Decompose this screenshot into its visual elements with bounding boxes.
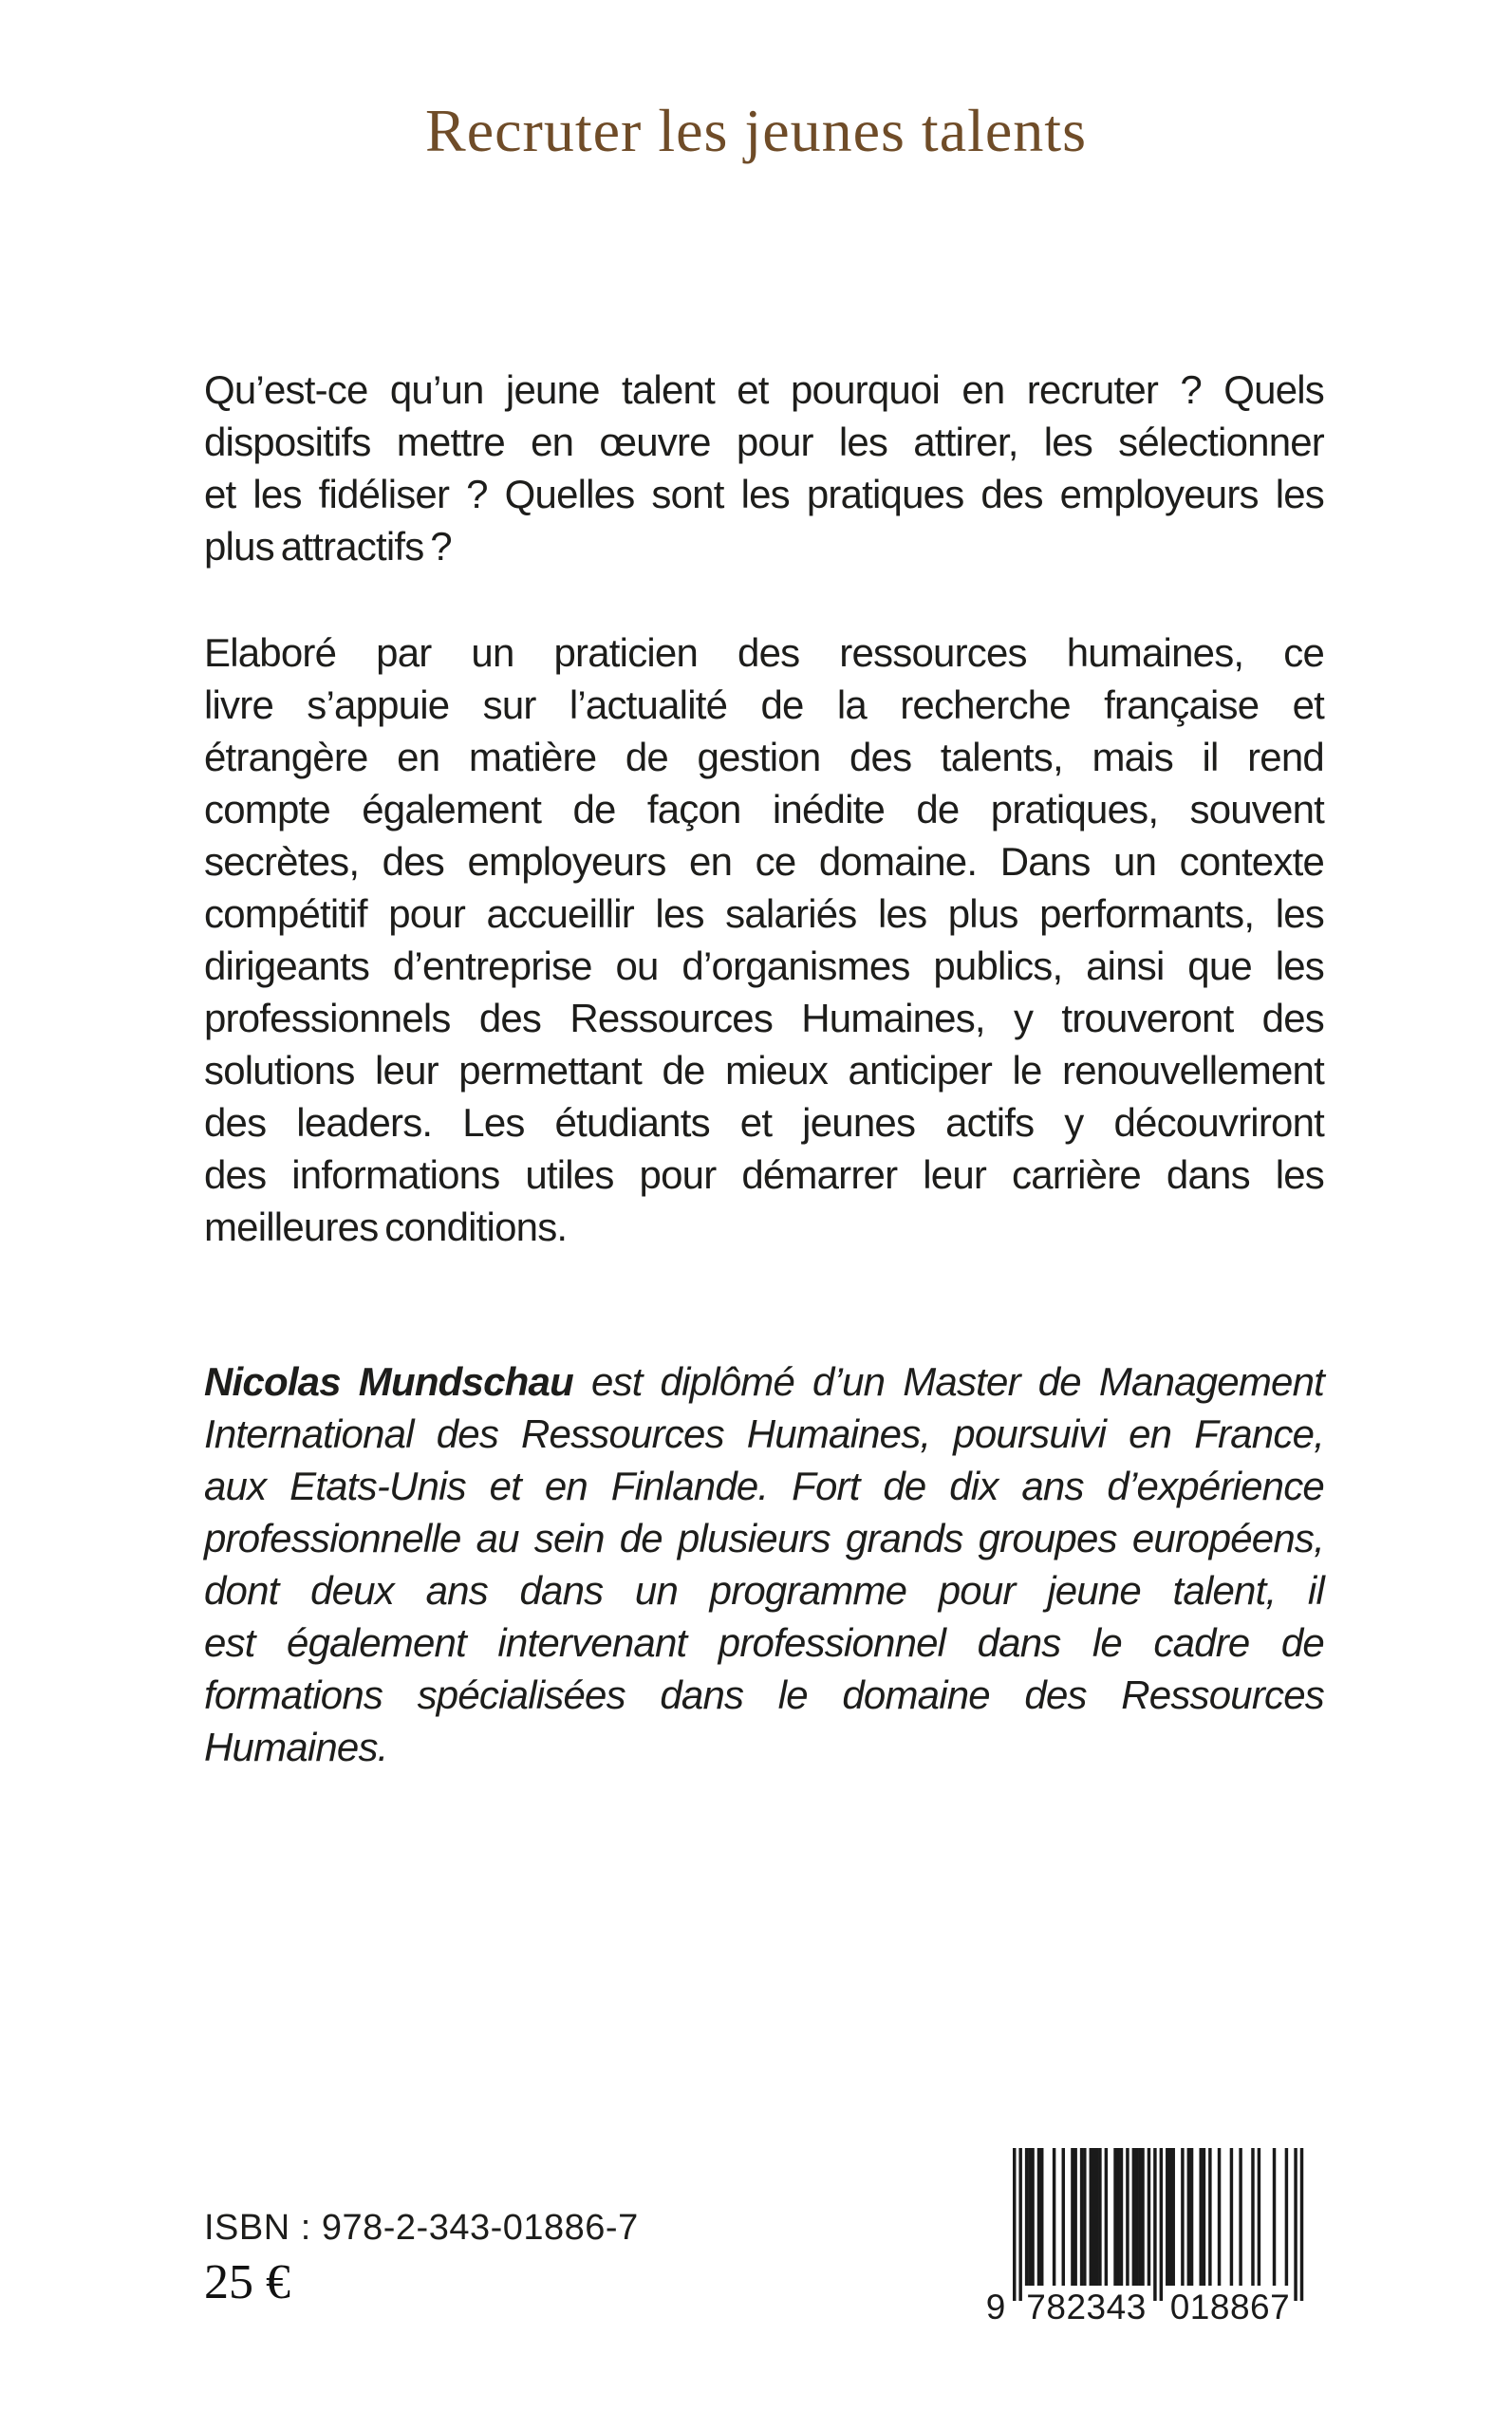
text-line: dont deux ans dans un programme pour jeune talent, il: [204, 1568, 1324, 1613]
synopsis-paragraph-2: [204, 626, 1324, 1253]
text-line: aux Etats-Unis et en Finlande. Fort de dix ans d’expérience: [204, 1464, 1324, 1508]
ean13-barcode-image: [982, 2148, 1309, 2324]
barcode: [982, 2148, 1309, 2324]
author-name: Nicolas Mundschau: [204, 1359, 573, 1404]
barcode-digit-prefix: 9: [985, 2288, 1006, 2324]
text-line: [204, 1355, 1324, 1408]
text-line: dirigeants d’entreprise ou d’organismes publics, ainsi que les: [204, 943, 1324, 988]
text-line: des leaders. Les étudiants et jeunes actifs y découvriront: [204, 1100, 1324, 1145]
text-line: et les fidéliser ? Quelles sont les pratiques des employeurs les: [204, 472, 1324, 516]
book-title: Recruter les jeunes talents: [425, 97, 1087, 164]
isbn-text: ISBN : 978-2-343-01886-7: [204, 2208, 639, 2248]
barcode-digits-group1: 782343: [1026, 2288, 1147, 2324]
text-line: professionnelle au sein de plusieurs grands groupes européens,: [204, 1516, 1324, 1560]
text-line: Qu’est-ce qu’un jeune talent et pourquoi en recruter ? Quels: [204, 367, 1324, 412]
text-line: plus attractifs ?: [204, 524, 452, 569]
author-bio: [204, 1355, 1324, 1773]
text-line: compétitif pour accueillir les salariés les plus performants, les: [204, 891, 1324, 936]
synopsis-paragraph-1: [204, 364, 1324, 572]
text-line: des informations utiles pour démarrer leur carrière dans les: [204, 1152, 1324, 1197]
text-line: professionnels des Ressources Humaines, y trouveront des: [204, 996, 1324, 1040]
text-line: étrangère en matière de gestion des talents, mais il rend: [204, 735, 1324, 779]
text-line: meilleures conditions.: [204, 1205, 568, 1249]
text-line: secrètes, des employeurs en ce domaine. Dans un contexte: [204, 839, 1324, 884]
barcode-digits-group2: 018867: [1169, 2288, 1290, 2324]
text-line: compte également de façon inédite de pratiques, souvent: [204, 787, 1324, 831]
text-line: est également intervenant professionnel dans le cadre de: [204, 1620, 1324, 1665]
text-line: livre s’appuie sur l’actualité de la recherche française et: [204, 682, 1324, 727]
text-line: Humaines.: [204, 1725, 388, 1769]
text-line: solutions leur permettant de mieux anticiper le renouvellement: [204, 1048, 1324, 1093]
price-text: 25 €: [204, 2255, 290, 2309]
text-line: dispositifs mettre en œuvre pour les attirer, les sélectionner: [204, 420, 1324, 464]
text-line: Elaboré par un praticien des ressources humaines, ce: [204, 630, 1324, 675]
text-line: formations spécialisées dans le domaine des Ressources: [204, 1672, 1324, 1717]
text-line: International des Ressources Humaines, poursuivi en France,: [204, 1411, 1324, 1456]
bio-first-line-rest: est diplômé d’un Master de Management: [590, 1359, 1325, 1404]
